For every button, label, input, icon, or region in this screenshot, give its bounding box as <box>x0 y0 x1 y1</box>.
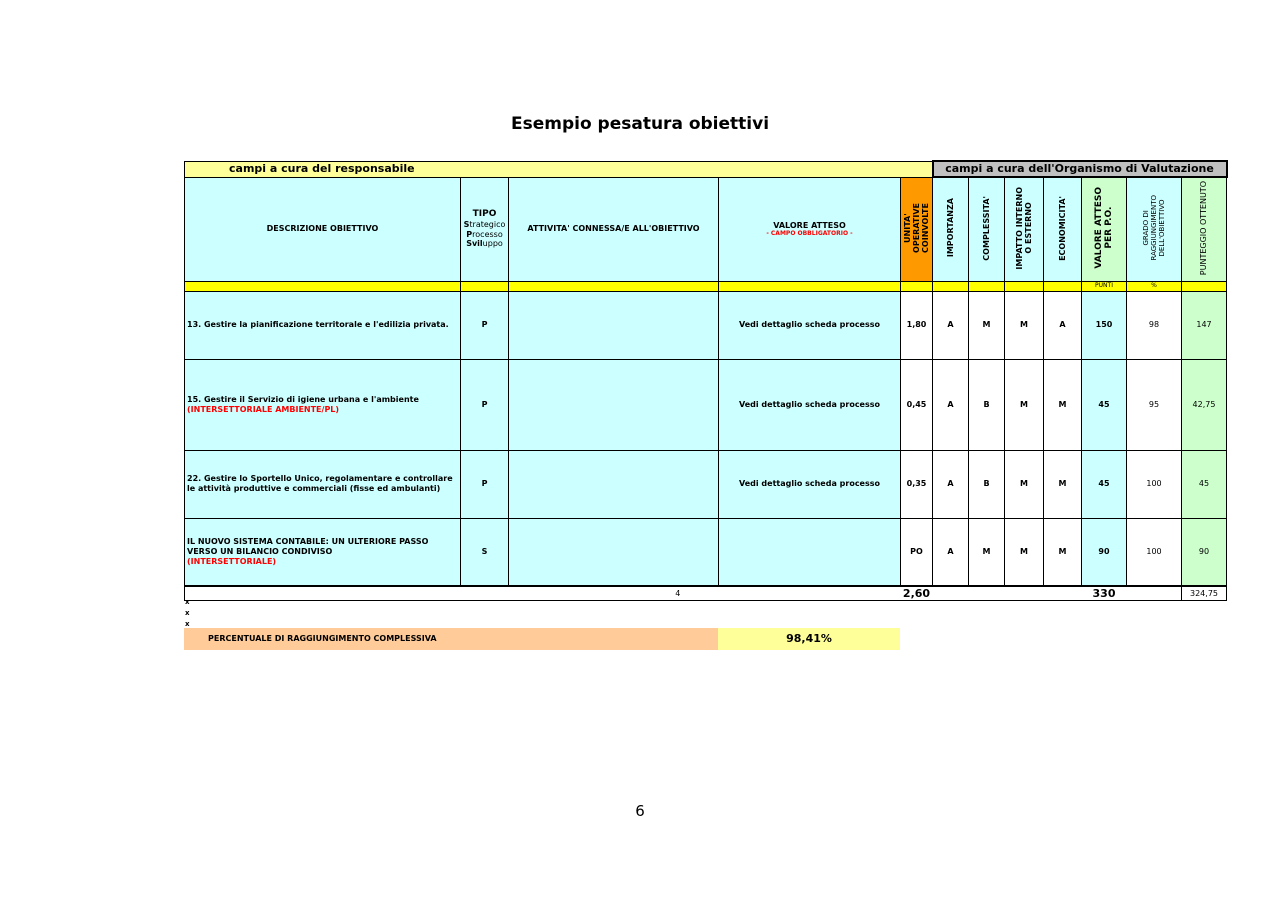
header-campo-obbligatorio: - CAMPO OBBLIGATORIO - <box>766 230 853 238</box>
row-tipo: P <box>461 359 509 450</box>
row-tipo: P <box>461 450 509 518</box>
row-valore-atteso: Vedi dettaglio scheda processo <box>719 359 901 450</box>
row-marks: x x x <box>185 598 190 628</box>
row-grado: 95 <box>1127 359 1182 450</box>
summary-value: 98,41% <box>718 628 900 650</box>
row-complessita: M <box>969 518 1005 586</box>
row-punteggio: 45 <box>1182 450 1227 518</box>
row-impatto: M <box>1005 291 1044 359</box>
header-valore-atteso <box>719 177 901 281</box>
unit-percent: % <box>1127 281 1182 291</box>
unit-punti: PUNTI <box>1082 281 1127 291</box>
row-valore-po: 45 <box>1082 450 1127 518</box>
row-economicita: M <box>1044 450 1082 518</box>
row-importanza: A <box>933 359 969 450</box>
total-punteggio: 324,75 <box>1182 586 1227 601</box>
row-complessita: B <box>969 450 1005 518</box>
row-descrizione: IL NUOVO SISTEMA CONTABILE: UN ULTERIORE PASSO VERSO UN BILANCIO CONDIVISO (INTERSETTORIALE) <box>185 518 461 586</box>
row-importanza: A <box>933 291 969 359</box>
header-grado: GRADO DI RAGGIUNGIMENTO DELL'OBIETTIVO <box>1127 177 1182 281</box>
row-economicita: M <box>1044 359 1082 450</box>
row-valore-atteso: Vedi dettaglio scheda processo <box>719 450 901 518</box>
header-tipo-line: Sviluppo <box>466 239 503 249</box>
row-importanza: A <box>933 518 969 586</box>
row-economicita: A <box>1044 291 1082 359</box>
row-grado: 100 <box>1127 450 1182 518</box>
table-row <box>185 291 1227 359</box>
summary-bar <box>184 628 900 650</box>
row-impatto: M <box>1005 518 1044 586</box>
page-number: 6 <box>635 802 645 820</box>
table-row <box>185 450 1227 518</box>
row-punteggio: 90 <box>1182 518 1227 586</box>
header-descrizione: DESCRIZIONE OBIETTIVO <box>185 177 461 281</box>
row-punteggio: 42,75 <box>1182 359 1227 450</box>
yellow-band <box>185 281 1227 291</box>
header-complessita: COMPLESSITA' <box>969 177 1005 281</box>
row-unita: 0,45 <box>901 359 933 450</box>
row-valore-po: 45 <box>1082 359 1127 450</box>
total-unita: 2,60 <box>901 586 933 601</box>
row-valore-po: 150 <box>1082 291 1127 359</box>
header-economicita: ECONOMICITA' <box>1044 177 1082 281</box>
totals-row <box>185 586 1227 601</box>
header-unita: UNITA' OPERATIVE COINVOLTE <box>901 177 933 281</box>
table-row <box>185 359 1227 450</box>
row-attivita <box>509 450 719 518</box>
header-impatto: IMPATTO INTERNO O ESTERNO <box>1005 177 1044 281</box>
header-tipo-title: TIPO <box>472 209 497 220</box>
row-tipo: P <box>461 291 509 359</box>
row-valore-atteso: Vedi dettaglio scheda processo <box>719 291 901 359</box>
header-attivita: ATTIVITA' CONNESSA/E ALL'OBIETTIVO <box>509 177 719 281</box>
row-economicita: M <box>1044 518 1082 586</box>
total-count: 4 <box>185 586 901 601</box>
row-complessita: M <box>969 291 1005 359</box>
section-spacer <box>901 161 933 177</box>
section-responsabile: campi a cura del responsabile <box>185 161 901 177</box>
row-punteggio: 147 <box>1182 291 1227 359</box>
row-grado: 100 <box>1127 518 1182 586</box>
header-importanza: IMPORTANZA <box>933 177 969 281</box>
section-organismo: campi a cura dell'Organismo di Valutazione <box>933 161 1227 177</box>
row-importanza: A <box>933 450 969 518</box>
row-unita: PO <box>901 518 933 586</box>
row-attivita <box>509 359 719 450</box>
row-complessita: B <box>969 359 1005 450</box>
total-valore-po: 330 <box>1082 586 1127 601</box>
row-attivita <box>509 518 719 586</box>
row-valore-po: 90 <box>1082 518 1127 586</box>
summary-label: PERCENTUALE DI RAGGIUNGIMENTO COMPLESSIVA <box>184 628 718 650</box>
row-descrizione: 13. Gestire la pianificazione territorale e l'edilizia privata. <box>185 291 461 359</box>
header-valore-atteso-label: VALORE ATTESO <box>773 220 846 230</box>
row-grado: 98 <box>1127 291 1182 359</box>
row-impatto: M <box>1005 359 1044 450</box>
header-tipo-line: Processo <box>466 229 503 239</box>
row-unita: 0,35 <box>901 450 933 518</box>
row-descrizione: 15. Gestire il Servizio di igiene urbana e l'ambiente (INTERSETTORIALE AMBIENTE/PL) <box>185 359 461 450</box>
row-tipo: S <box>461 518 509 586</box>
header-tipo <box>461 177 509 281</box>
page-title: Esempio pesatura obiettivi <box>510 114 770 134</box>
row-descrizione: 22. Gestire lo Sportello Unico, regolamentare e controllare le attività produttive e commerciali (fisse ed ambulanti) <box>185 450 461 518</box>
header-tipo-line: Strategico <box>463 220 506 229</box>
row-impatto: M <box>1005 450 1044 518</box>
row-unita: 1,80 <box>901 291 933 359</box>
row-valore-atteso <box>719 518 901 586</box>
table-row <box>185 518 1227 586</box>
row-attivita <box>509 291 719 359</box>
header-punteggio: PUNTEGGIO OTTENUTO <box>1182 177 1227 281</box>
header-valore-po: VALORE ATTESO PER P.O. <box>1082 177 1127 281</box>
objectives-table <box>184 160 1228 601</box>
